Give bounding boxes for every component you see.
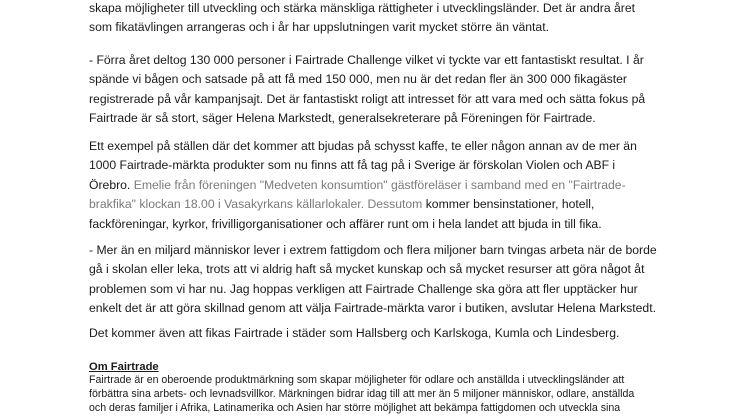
text-line: Ett exempel på ställen där det kommer att bjudas på schysst kaffe, te eller någon annan av de mer än: [89, 139, 637, 153]
text-line: Det kommer även att fikas Fairtrade i städer som Hallsberg och Karlskoga, Kumla och Lindesberg.: [89, 326, 620, 340]
quote-paragraph-2: [89, 241, 657, 319]
grey-text-segment: Emelie från föreningen "Medveten konsumtion" gästföreläser i samband med en "Fairtrade-: [133, 177, 626, 192]
example-paragraph: [89, 137, 637, 234]
text-line: gå i skolan eller leka, trots att vi aldrig haft så mycket kunskap och så mycket resurser att göra något åt: [89, 262, 645, 277]
text-line: som fikatävlingen arrangeras och i år har uppslutningen varit mycket större än väntat.: [89, 20, 549, 35]
text-line: enkelt det är att göra skillnad genom att välja Fairtrade-märkta varor i butiken, avslutar Helena Markstedt.: [89, 301, 656, 316]
intro-paragraph: [89, 0, 635, 38]
text-line: skapa möjligheter till utveckling och stärka mänskliga rättigheter i utvecklingsländer. Det är andra året: [89, 1, 635, 15]
text-line: Fairtrade är så stort, säger Helena Markstedt, generalsekreterare på Föreningen för Fairtrade.: [89, 111, 596, 126]
text-line: 1000 Fairtrade-märkta produkter som nu finns att få tag på i Sverige är förskolan Violen och ABF i: [89, 158, 616, 173]
text-line: fackföreningar, kyrkor, frivilligorganisationer och affärer runt om i hela landet att bjuda in till fika.: [89, 216, 602, 231]
text-line: förbättra sina arbets- och levnadsvillkor. Märkningen bidrar idag till att mer än 5 miljoner människor, odlare, anställda: [89, 387, 635, 400]
text-line-mixed: [89, 195, 637, 214]
text-line: - Mer än en miljard människor lever i extrem fattigdom och flera miljoner barn tvingas arbeta när de borde: [89, 243, 657, 257]
text-segment: Örebro.: [89, 177, 134, 192]
text-line: och deras familjer i Afrika, Latinamerika och Asien har större möjlighet att bekämpa fattigdomen och utveckla sina: [89, 401, 621, 414]
quote-paragraph-1: [89, 51, 645, 129]
section-heading: Om Fairtrade: [89, 361, 159, 373]
text-line: registrerade på vår kampanjsajt. Det är fantastiskt roligt att intresset för att vara med och sätta fokus på: [89, 91, 646, 106]
grey-text-segment: brakfika" klockan 18.00 i Vasakyrkans källarlokaler. Dessutom: [89, 197, 426, 212]
text-line: problemen som vi har nu. Jag hoppas verkligen att Fairtrade Challenge ska göra att fler upptäcker hur: [89, 281, 638, 296]
cities-paragraph: [89, 324, 619, 343]
text-segment: kommer bensinstationer, hotell,: [425, 197, 595, 212]
text-line-mixed: [89, 176, 637, 195]
text-line: - Förra året deltog 130 000 personer i Fairtrade Challenge vilket vi tyckte var ett fantastiskt resultat. I år: [89, 53, 644, 67]
text-line: Fairtrade är en oberoende produktmärkning som skapar möjligheter för odlare och anställda i utvecklingsländer att: [89, 374, 625, 386]
text-line: spände vi bågen och satsade på att få med 150 000, men nu är det redan fler än 300 000 fikagäster: [89, 72, 627, 87]
about-paragraph: [89, 374, 634, 416]
